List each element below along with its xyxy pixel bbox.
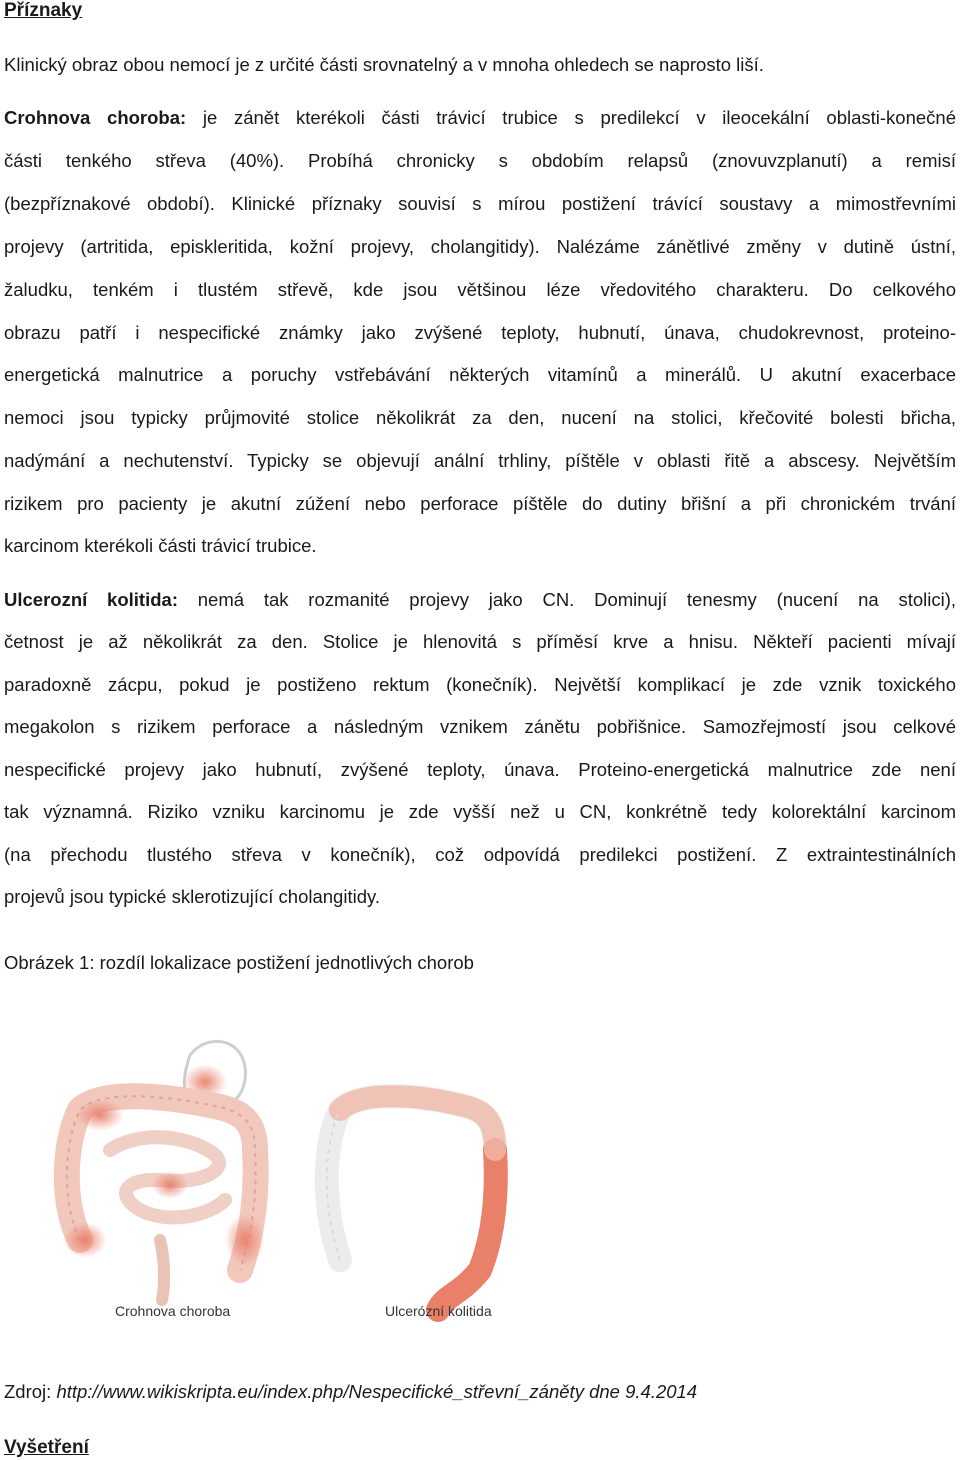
crohn-line: části tenkého střeva (40%). Probíhá chronicky s obdobím relapsů (znovuvzplanutí) a remisí [4,150,956,171]
uc-line: nespecifické projevy jako hubnutí, zvýšené teploty, únava. Proteino-energetická malnutrice zde není [4,759,956,780]
crohn-line: Crohnova choroba: je zánět kterékoli části trávicí trubice s predilekcí v ileocekální oblasti-konečné [4,107,956,128]
uc-colon [327,1096,496,1270]
uc-line: paradoxně zácpu, pokud je postiženo rektum (konečník). Největší komplikací je zde vznik toxického [4,674,956,695]
figure-caption: Obrázek 1: rozdíl lokalizace postižení jednotlivých chorob [4,952,474,973]
uc-line: Ulcerozní kolitida: nemá tak rozmanité projevy jako CN. Dominují tenesmy (nucení na stolici), [4,589,957,610]
crohn-line: žaludku, tenkém i tlustém střevě, kde jsou většinou léze vředovitého charakteru. Do celkového [4,279,956,300]
uc-label-image: Ulcerózní kolitida [385,1303,492,1319]
crohn-label: Crohnova choroba: [4,107,187,128]
intro-paragraph: Klinický obraz obou nemocí je z určité části srovnatelný a v mnoha ohledech se naprosto liší. [4,54,764,75]
crohn-line: nadýmání a nechutenství. Typicky se objevují anální trhliny, píštěle v oblasti řitě a abscesy. Největším [4,450,956,471]
intestine-illustration [40,1010,520,1340]
uc-line: tak významná. Riziko vzniku karcinomu je zde vyšší než u CN, konkrétně tedy kolorektální karcinom [4,801,956,822]
uc-line: četnost je až několikrát za den. Stolice je hlenovitá s příměsí krve a hnisu. Někteří pacienti mívají [4,631,956,652]
crohn-line: karcinom kterékoli části trávicí trubice. [4,535,317,556]
uc-transverse [340,1096,495,1150]
crohn-line: energetická malnutrice a poruchy vstřebávání některých vitamínů a minerálů. U akutní exacerbace [4,364,956,385]
uc-label: Ulcerozní kolitida: [4,589,178,610]
crohn-diagram [63,1041,265,1319]
uc-line: megakolon s rizikem perforace a následným vznikem zánětu pobřišnice. Samozřejmostí jsou celkové [4,716,956,737]
uc-diagram [327,1096,496,1319]
crohn-label-image: Crohnova choroba [115,1303,231,1319]
ileum-lesion [152,1171,188,1199]
crohn-line: projevy (artritida, episkleritida, kožní projevy, cholangitidy). Nalézáme zánětlivé změny v dutině ústní, [4,236,956,257]
uc-line: (na přechodu tlustého střeva v konečník), což odpovídá predilekci postižení. Z extraintestinálních [4,844,956,865]
source-link[interactable]: http://www.wikiskripta.eu/index.php/Nespecifické_střevní_záněty dne 9.4.2014 [56,1381,698,1402]
uc-line: projevů jsou typické sklerotizující cholangitidy. [4,886,380,907]
colon-lesion [76,1099,124,1131]
crohn-line: nemoci jsou typicky průjmovité stolice několikrát za den, nucení na stolici, křečovité bolesti břicha, [4,407,956,428]
crohn-line: obrazu patří i nespecifické známky jako zvýšené teploty, hubnutí, únava, chudokrevnost, proteino- [4,322,956,343]
uc-inflamed-segment [438,1150,496,1310]
cecum-lesion [63,1222,107,1258]
crohn-line: rizikem pro pacienty je akutní zúžení nebo perforace píštěle do dutiny břišní a při chronickém trvání [4,493,956,514]
crohn-rectum [160,1240,164,1300]
source-line: Zdroj: http://www.wikiskripta.eu/index.php/Nespecifické_střevní_záněty dne 9.4.2014 [4,1381,698,1402]
sigmoid-lesion [225,1214,265,1266]
heading-exam: Vyšetření [4,1437,89,1458]
heading-symptoms: Příznaky [4,0,83,21]
crohn-line: (bezpříznakové období). Klinické příznaky souvisí s mírou postižení trávící soustavy a mimostřevními [4,193,956,214]
